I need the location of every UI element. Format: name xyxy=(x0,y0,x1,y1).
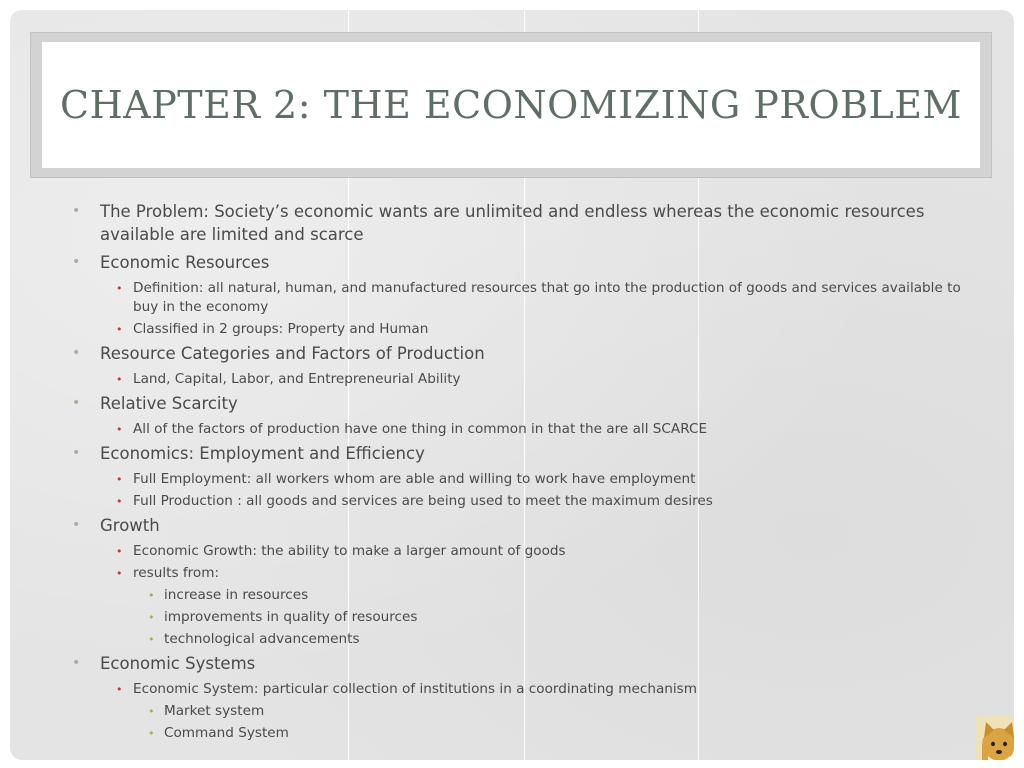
bullet-text: Definition: all natural, human, and manufactured resources that go into the production of goods and services available to buy in the economy xyxy=(133,280,961,315)
bullet-text: Land, Capital, Labor, and Entrepreneurial Ability xyxy=(133,371,461,387)
bullet-item xyxy=(72,342,972,365)
bullet-icon: • xyxy=(116,545,123,558)
sub-bullet-item xyxy=(72,564,972,583)
bullet-text: increase in resources xyxy=(164,587,309,603)
doge-dog-icon-graphic xyxy=(976,716,1014,760)
bullet-item xyxy=(72,200,972,246)
sub-sub-bullet-item xyxy=(72,702,972,721)
bullet-icon: • xyxy=(116,683,123,696)
sub-bullet-item xyxy=(72,492,972,511)
bullet-icon: • xyxy=(148,633,155,646)
bullet-text: Full Production : all goods and services are being used to meet the maximum desires xyxy=(133,493,713,509)
sub-sub-bullet-item xyxy=(72,630,972,649)
bullet-text: Command System xyxy=(164,725,289,741)
bullet-icon: • xyxy=(116,323,123,336)
bullet-text: Market system xyxy=(164,703,265,719)
title-box xyxy=(42,42,980,168)
bullet-icon: • xyxy=(72,395,81,411)
sub-bullet-item xyxy=(72,420,972,439)
bullet-item xyxy=(72,514,972,537)
sub-bullet-item xyxy=(72,680,972,699)
bullet-text: technological advancements xyxy=(164,631,360,647)
bullet-text: Classified in 2 groups: Property and Human xyxy=(133,321,429,337)
sub-bullet-item xyxy=(72,279,972,317)
bullet-icon: • xyxy=(148,611,155,624)
bullet-text: Economic Growth: the ability to make a larger amount of goods xyxy=(133,543,566,559)
bullet-item xyxy=(72,392,972,415)
slide-title: CHAPTER 2: THE ECONOMIZING PROBLEM xyxy=(60,83,962,127)
sub-sub-bullet-item xyxy=(72,724,972,743)
sub-sub-bullet-item xyxy=(72,586,972,605)
bullet-list xyxy=(72,200,972,746)
bullet-icon: • xyxy=(116,567,123,580)
bullet-icon: • xyxy=(72,203,81,219)
title-frame xyxy=(30,32,992,178)
sub-sub-bullet-item xyxy=(72,608,972,627)
bullet-text: improvements in quality of resources xyxy=(164,609,418,625)
bullet-text: Full Employment: all workers whom are able and willing to work have employment xyxy=(133,471,696,487)
bullet-text: The Problem: Society’s economic wants are unlimited and endless whereas the economic resources available are limited and scarce xyxy=(100,202,925,244)
bullet-item xyxy=(72,652,972,675)
bullet-icon: • xyxy=(116,423,123,436)
bullet-item xyxy=(72,442,972,465)
bullet-icon: • xyxy=(116,282,123,295)
bullet-icon: • xyxy=(148,727,155,740)
sub-bullet-item xyxy=(72,320,972,339)
bullet-text: results from: xyxy=(133,565,220,581)
bullet-text: All of the factors of production have one thing in common in that the are all SCARCE xyxy=(133,421,708,437)
bullet-icon: • xyxy=(116,373,123,386)
bullet-text: Economic Resources xyxy=(100,253,270,272)
sub-bullet-item xyxy=(72,542,972,561)
bullet-text: Resource Categories and Factors of Production xyxy=(100,344,485,363)
bullet-text: Economics: Employment and Efficiency xyxy=(100,444,425,463)
bullet-icon: • xyxy=(148,589,155,602)
bullet-icon: • xyxy=(72,517,81,533)
bullet-text: Economic Systems xyxy=(100,654,256,673)
bullet-icon: • xyxy=(148,705,155,718)
bullet-icon: • xyxy=(72,445,81,461)
bullet-icon: • xyxy=(116,473,123,486)
bullet-item xyxy=(72,251,972,274)
bullet-icon: • xyxy=(72,655,81,671)
bullet-icon: • xyxy=(116,495,123,508)
bullet-text: Relative Scarcity xyxy=(100,394,238,413)
bullet-text: Growth xyxy=(100,516,160,535)
sub-bullet-item xyxy=(72,470,972,489)
bullet-text: Economic System: particular collection of institutions in a coordinating mechanism xyxy=(133,681,698,697)
sub-bullet-item xyxy=(72,370,972,389)
bullet-icon: • xyxy=(72,345,81,361)
slide xyxy=(10,10,1014,760)
doge-dog-icon xyxy=(976,716,1014,760)
bullet-icon: • xyxy=(72,254,81,270)
